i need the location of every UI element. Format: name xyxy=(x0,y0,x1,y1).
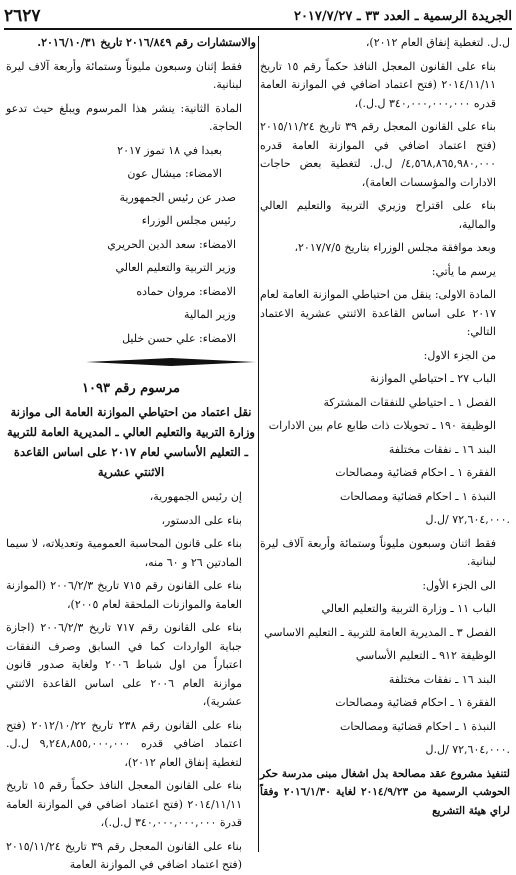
amount: ٧٢,٦٠٤,٠٠٠ /ل.ل. xyxy=(425,743,510,756)
list-item: الفصل ٣ ـ المديرية العامة للتربية ـ التعليم الاساسي xyxy=(264,625,496,639)
paragraph: بناء على القانون المعجل النافذ حكماً رقم ١٥ تاريخ ٢٠١٤/١١/١١ (فتح اعتماد اضافي في الموازنة العامة قدره ٣٤٠,٠٠٠,٠٠٠,٠٠٠ ل.ل.)، xyxy=(260,59,496,110)
list-item: من الجزء الاول: xyxy=(423,348,496,362)
list-item: الفصل ١ ـ احتياطي للنفقات المشتركة xyxy=(323,395,496,409)
list-item: الفقرة ١ ـ احكام قضائية ومصالحات xyxy=(335,696,496,709)
list-item: الباب ١١ ـ وزارة التربية والتعليم العالي xyxy=(321,602,496,615)
article-two: المادة الثانية: ينشر هذا المرسوم ويبلغ حيث تدعو الحاجة. xyxy=(6,101,242,133)
signature-line: الامضاء: مروان حماده xyxy=(136,284,236,298)
paragraph: بناء على اقتراح وزيري التربية والتعليم العالي والمالية، xyxy=(260,199,496,231)
article-one: المادة الاولى: ينقل من احتياطي الموازنة العامة لعام ٢٠١٧ على اساس القاعدة الاثنتي عشرية الاعتماد التالي: xyxy=(260,288,496,338)
list-item: البند ١٦ ـ نفقات مختلفة xyxy=(388,442,496,456)
paragraph: لتنفيذ مشروع عقد مصالحة بدل اشغال مبنى مدرسة حكر الحوشب الرسمية من ٢٠١٤/٩/٢٣ لغاية ٢٠١٦/١/٣٠ وفقاً لراي هيئة التشريع xyxy=(260,767,511,817)
paragraph: بناء على قانون المحاسبة العمومية وتعديلاته، لا سيما المادتين ٢٦ و ٦٠ منه، xyxy=(6,537,242,569)
signature-place-date: بعبدا في ١٨ تموز ٢٠١٧ xyxy=(117,143,222,157)
paragraph: بناء على الدستور، xyxy=(161,513,242,527)
column-divider xyxy=(258,36,259,852)
signature-line: صدر عن رئيس الجمهورية xyxy=(119,190,236,204)
list-item: الوظيفة ٩١٢ ـ التعليم الأساسي xyxy=(355,649,496,662)
paragraph: بناء على القانون رقم ٢٣٨ تاريخ ٢٠١٢/١٠/٢٢ (فتح اعتماد اضافي قدره ٩,٢٤٨,٨٥٥,٠٠٠,٠٠٠ ل.ل. لتغطية إنفاق العام ٢٠١٢)، xyxy=(6,718,242,769)
amount-in-words: فقط اثنان وسبعون مليوناً وستمائة وأربعة آلاف ليرة لبنانية. xyxy=(260,536,496,568)
page-header xyxy=(4,4,512,30)
paragraph: ل.ل. لتغطية إنفاق العام ٢٠١٢)، xyxy=(365,36,510,49)
amount-in-words: فقط إثنان وسبعون مليوناً وستمائة وأربعة آلاف ليرة لبنانية. xyxy=(6,59,242,91)
signature-line: وزير المالية xyxy=(184,308,236,321)
separator-ornament xyxy=(86,358,256,366)
paragraph: بناء على القانون المعجل رقم ٣٩ تاريخ ٢٠١٥/١١/٢٤ (فتح اعتماد اضافي في الموازنة العامة قدره ٤,٥٦٨,٨٦٥,٩٨٠,٠٠٠/ ل.ل. لتغطية بعض حاجات الادارات والمؤسسات العامة)، xyxy=(260,120,496,189)
page-number: ٢٦٢٧ xyxy=(4,6,41,26)
list-item: الفقرة ١ ـ احكام قضائية ومصالحات xyxy=(335,466,496,479)
publication-title: الجريدة الرسمية ـ العدد ٣٣ ـ ٢٠١٧/٧/٢٧ xyxy=(293,8,512,24)
paragraph: إن رئيس الجمهورية، xyxy=(149,490,242,503)
paragraph: بناء على القانون المعجل رقم ٣٩ تاريخ ٢٠١٥/١١/٢٤ (فتح اعتماد اضافي في الموازنة العامة xyxy=(6,839,242,871)
signature-line: الامضاء: علي حسن خليل xyxy=(122,331,236,345)
decree-title: مرسوم رقم ١٠٩٣ xyxy=(82,380,180,396)
list-item: الى الجزء الأول: xyxy=(422,578,496,592)
list-item: البند ١٦ ـ نفقات مختلفة xyxy=(388,672,496,686)
list-item: الباب ٢٧ ـ احتياطي الموازنة xyxy=(369,372,496,385)
paragraph: بناء على القانون رقم ٧١٧ تاريخ ٢٠٠٦/٢/٣ (اجازة جباية الواردات كما في السابق وصرف النفقات اعتباراً من اول شباط ٢٠٠٦ ولغاية صدور قانون موازنة العام ٢٠٠٦ على اساس القاعدة الاثنتي عشرية)، xyxy=(6,621,242,708)
decree-subtitle: نقل اعتماد من احتياطي الموازنة العامة الى موازنة وزارة التربية والتعليم العالي ـ المديرية العامة للتربية ـ التعليم الأساسي لعام ٢٠١٧ على اساس القاعدة الاثنتي عشرية xyxy=(6,405,255,479)
paragraph: بناء على القانون المعجل النافذ حكماً رقم ١٥ تاريخ ٢٠١٤/١١/١١ (فتح اعتماد اضافي في الموازنة العامة قدرة ٣٤٠,٠٠٠,٠٠٠,٠٠٠ ل.ل.)، xyxy=(6,779,242,829)
paragraph: يرسم ما يأتي: xyxy=(431,264,496,278)
signature-line: رئيس مجلس الوزراء xyxy=(141,214,236,227)
signature-line: وزير التربية والتعليم العالي xyxy=(115,261,236,274)
paragraph: وبعد موافقة مجلس الوزراء بتاريخ ٢٠١٧/٧/٥، xyxy=(294,241,496,254)
list-item: النبذة ١ ـ احكام قضائية ومصالحات xyxy=(340,489,496,503)
paragraph: بناء على القانون رقم ٧١٥ تاريخ ٢٠٠٦/٢/٣ (الموازنة العامة والموازنات الملحقة لعام ٢٠٠٥)، xyxy=(6,579,242,611)
paragraph: والاستشارات رقم ٢٠١٦/٨٤٩ تاريخ ٢٠١٦/١٠/٣١. xyxy=(37,36,256,49)
signature-line: الامضاء: سعد الدين الحريري xyxy=(107,237,236,251)
left-column xyxy=(6,34,256,871)
right-column xyxy=(260,34,510,856)
list-item: النبذة ١ ـ احكام قضائية ومصالحات xyxy=(340,719,496,733)
list-item: الوظيفة ١٩٠ ـ تحويلات ذات طابع عام بين الادارات xyxy=(268,419,496,432)
signature-line: الامضاء: ميشال عون xyxy=(127,167,222,180)
amount: ٧٢,٦٠٤,٠٠٠ /ل.ل. xyxy=(425,513,510,526)
